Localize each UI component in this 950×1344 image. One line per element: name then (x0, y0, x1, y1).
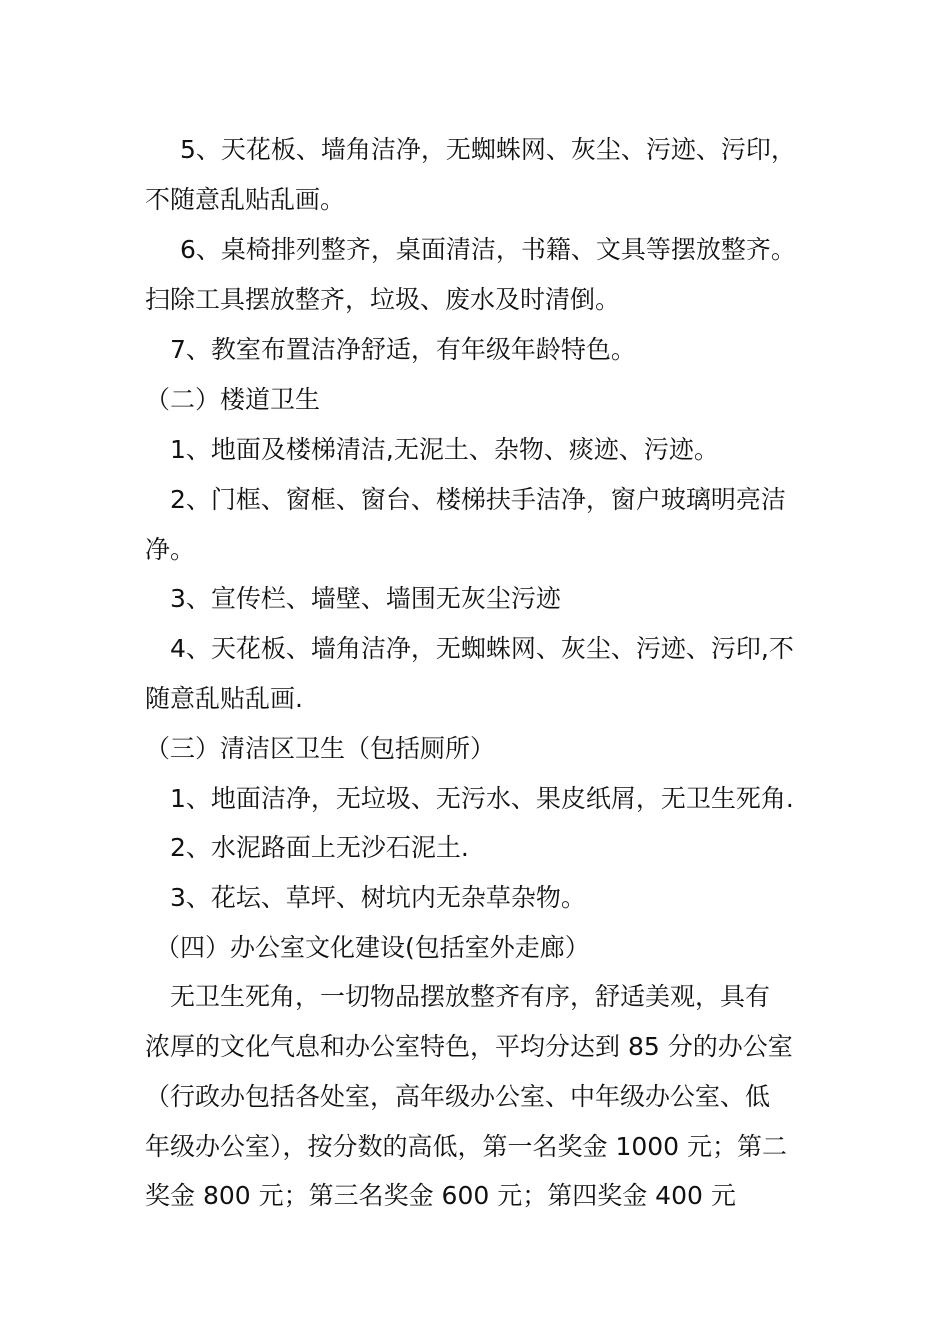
text-line-10: 3、宣传栏、墙壁、墙围无灰尘污迹 (170, 584, 561, 613)
text-line-4: 扫除工具摆放整齐，垃圾、废水及时清倒。 (145, 285, 621, 314)
text-line-20: （行政办包括各处室，高年级办公室、中年级办公室、低 (145, 1082, 771, 1111)
text-line-1: 5、天花板、墙角洁净，无蜘蛛网、灰尘、污迹、污印， (180, 135, 796, 164)
text-line-11: 4、天花板、墙角洁净，无蜘蛛网、灰尘、污迹、污印,不 (170, 634, 794, 663)
text-line-14: 1、地面洁净，无垃圾、无污水、果皮纸屑，无卫生死角. (170, 784, 794, 813)
section-heading-3: （三）清洁区卫生（包括厕所） (145, 734, 496, 763)
text-line-5: 7、教室布置洁净舒适，有年级年龄特色。 (170, 335, 636, 364)
text-line-2: 不随意乱贴乱画。 (145, 185, 346, 214)
text-line-21: 年级办公室），按分数的高低，第一名奖金 1000 元；第二 (145, 1132, 788, 1161)
text-line-8: 2、门框、窗框、窗台、楼梯扶手洁净，窗户玻璃明亮洁 (170, 485, 786, 514)
section-heading-2: （二）楼道卫生 (145, 385, 321, 414)
text-line-19: 浓厚的文化气息和办公室特色，平均分达到 85 分的办公室 (145, 1032, 793, 1061)
text-line-22: 奖金 800 元；第三名奖金 600 元；第四奖金 400 元 (145, 1181, 736, 1210)
text-line-7: 1、地面及楼梯清洁,无泥土、杂物、痰迹、污迹。 (170, 435, 719, 464)
text-line-15: 2、水泥路面上无沙石泥土. (170, 833, 469, 862)
text-line-12: 随意乱贴乱画. (145, 684, 303, 713)
text-line-9: 净。 (145, 535, 196, 564)
section-heading-4: （四）办公室文化建设(包括室外走廊） (155, 933, 590, 962)
text-line-18: 无卫生死角，一切物品摆放整齐有序，舒适美观，具有 (170, 982, 771, 1011)
text-line-3: 6、桌椅排列整齐，桌面清洁，书籍、文具等摆放整齐。 (180, 235, 796, 264)
text-line-16: 3、花坛、草坪、树坑内无杂草杂物。 (170, 883, 586, 912)
